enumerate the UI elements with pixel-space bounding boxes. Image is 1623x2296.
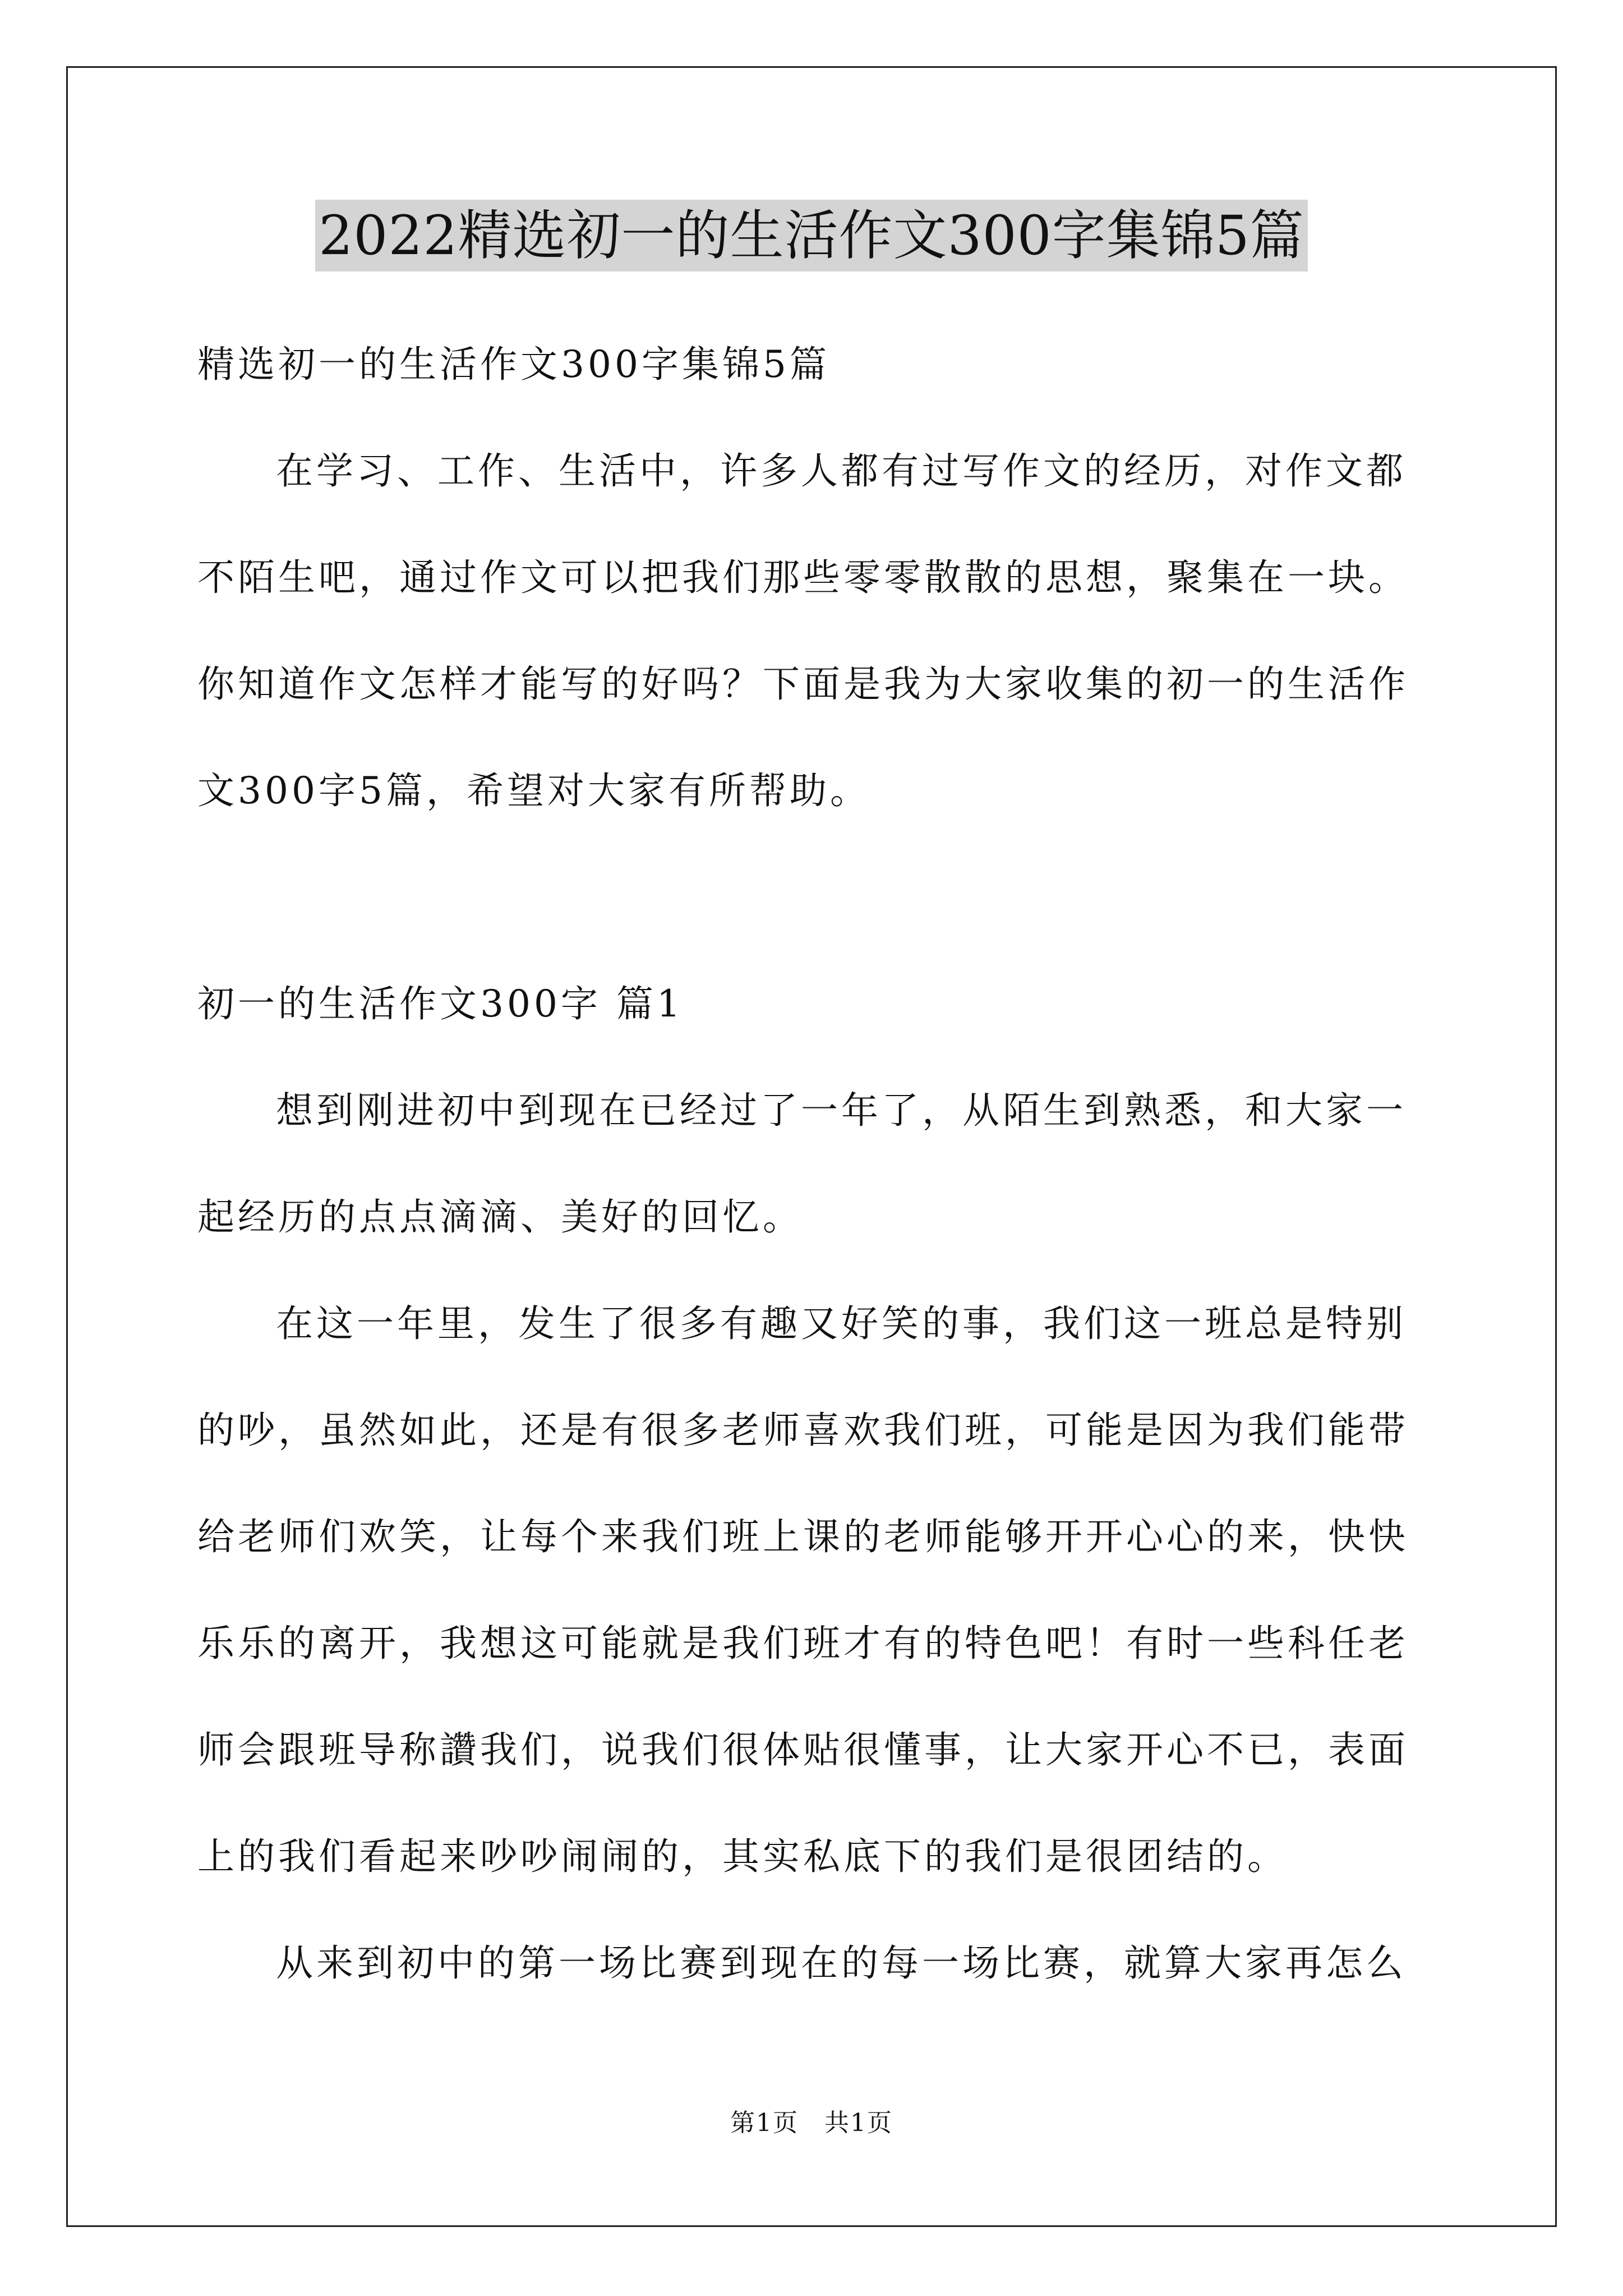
body-paragraph: 从来到初中的第一场比赛到现在的每一场比赛，就算大家再怎么	[276, 1941, 1407, 1985]
document-title-text: 2022精选初一的生活作文300字集锦5篇	[315, 200, 1308, 272]
document-title	[0, 199, 1623, 272]
body-paragraph: 想到刚进初中到现在已经过了一年了，从陌生到熟悉，和大家一起经历的点点滴滴、美好的回忆。	[197, 1089, 1407, 1239]
intro-paragraph: 在学习、工作、生活中，许多人都有过写作文的经历，对作文都不陌生吧，通过作文可以把我们那些零零散散的思想，聚集在一块。你知道作文怎样才能写的好吗？下面是我为大家收集的初一的生活作文300字5篇，希望对大家有所帮助。	[197, 449, 1409, 812]
page-footer: 第1页 共1页	[730, 2109, 893, 2137]
document-subtitle: 精选初一的生活作文300字集锦5篇	[197, 343, 830, 386]
body-paragraph: 在这一年里，发生了很多有趣又好笑的事，我们这一班总是特别的吵，虽然如此，还是有很多老师喜欢我们班，可能是因为我们能带给老师们欢笑，让每个来我们班上课的老师能够开开心心的来，快快乐乐的离开，我想这可能就是我们班才有的特色吧！有时一些科任老师会跟班导称讚我们，说我们很体贴很懂事，让大家开心不已，表面上的我们看起来吵吵闹闹的，其实私底下的我们是很团结的。	[197, 1302, 1409, 1878]
document-body	[197, 311, 1431, 2017]
section-heading: 初一的生活作文300字 篇1	[197, 982, 684, 1025]
